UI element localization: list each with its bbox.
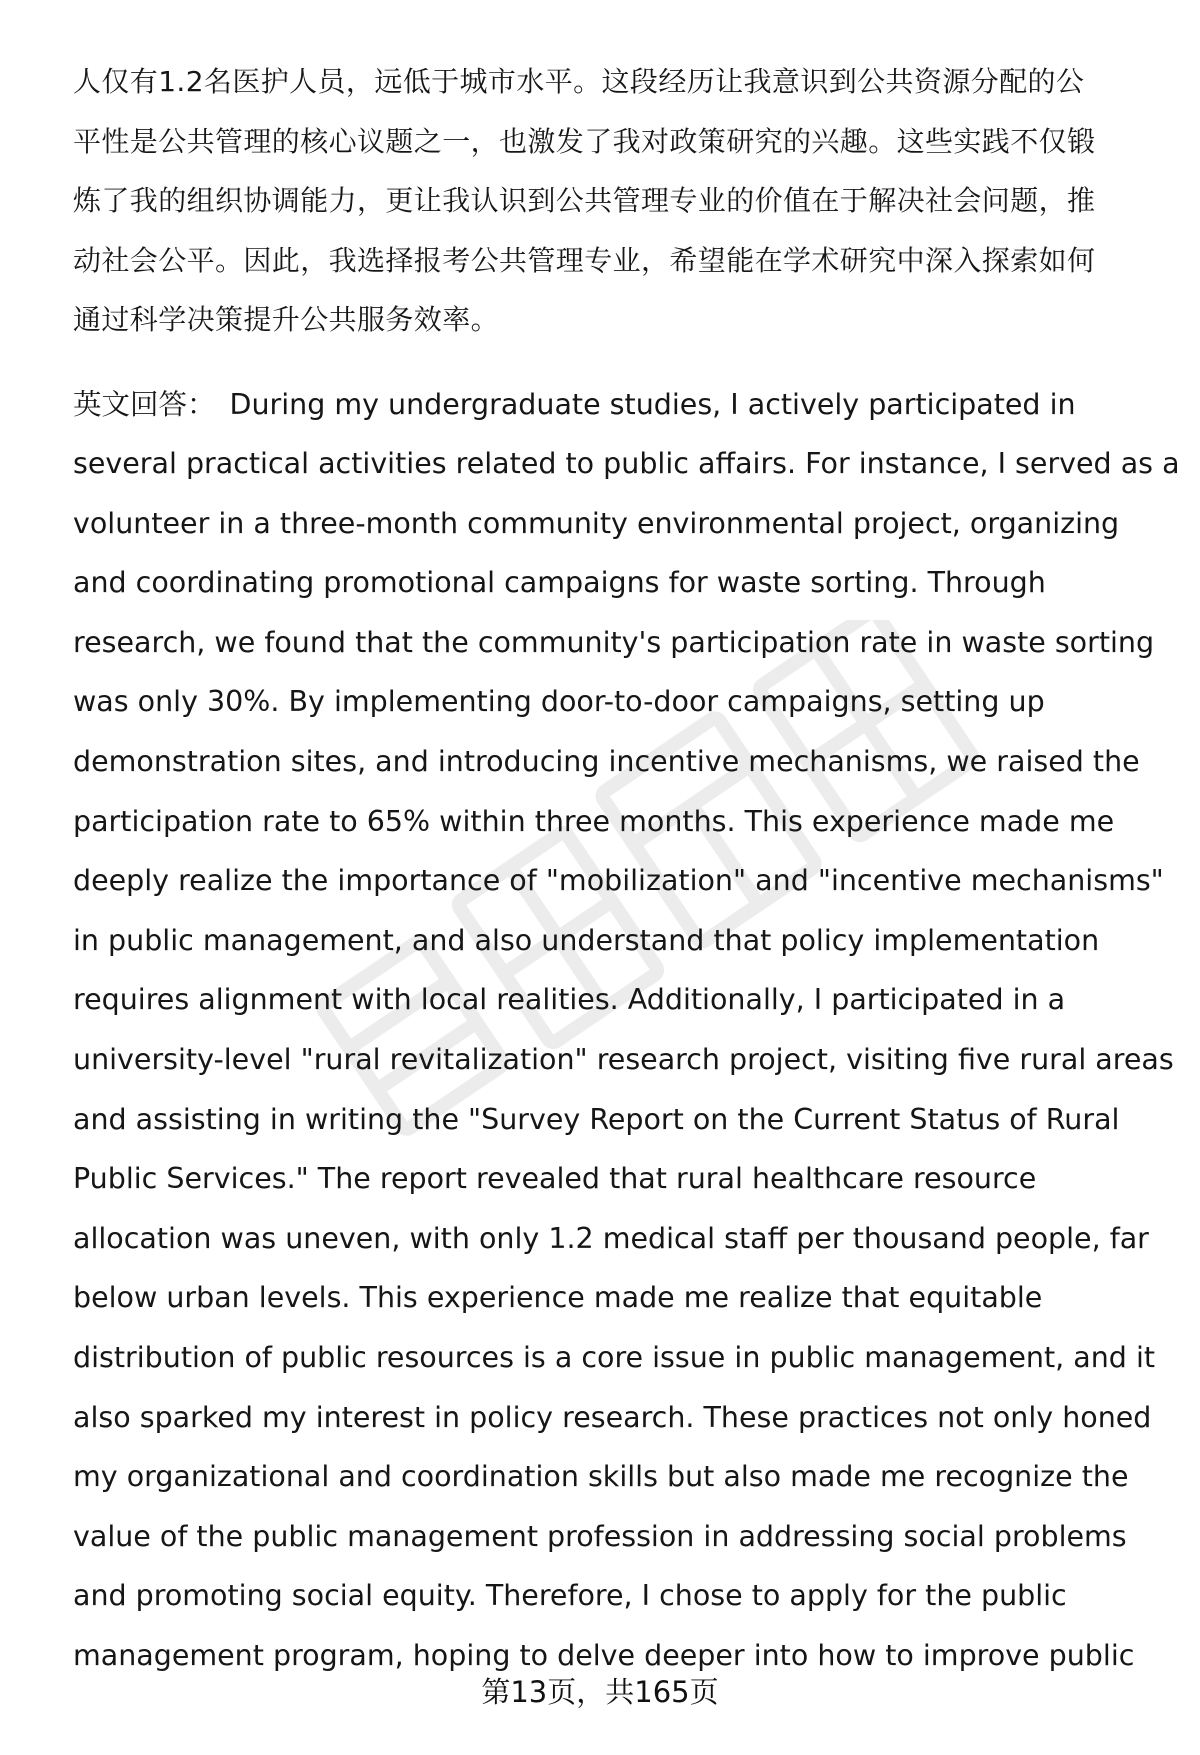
- text-line: participation rate to 65% within three months. This experience made me: [73, 804, 1115, 838]
- text-line: and promoting social equity. Therefore, I chose to apply for the public: [73, 1579, 1067, 1613]
- text-line: university-level "rural revitalization" research project, visiting five rural areas: [73, 1043, 1174, 1077]
- document-body: [73, 52, 1180, 1686]
- text-line: distribution of public resources is a core issue in public management, and it: [73, 1341, 1156, 1374]
- english-answer-label: 英文回答：: [73, 387, 216, 421]
- text-line: 炼了我的组织协调能力，更让我认识到公共管理专业的价值在于解决社会问题，推: [73, 184, 1096, 217]
- text-line-content: During my undergraduate studies, I actively participated in: [229, 387, 1076, 421]
- text-line: [73, 375, 1143, 435]
- text-line: my organizational and coordination skills but also made me recognize the: [73, 1460, 1129, 1494]
- text-line: volunteer in a three-month community environmental project, organizing: [73, 506, 1120, 540]
- text-line: Public Services." The report revealed that rural healthcare resource: [73, 1162, 1037, 1196]
- text-line: 平性是公共管理的核心议题之一，也激发了我对政策研究的兴趣。这些实践不仅锻: [73, 124, 1096, 158]
- english-answer-paragraph: [73, 375, 1180, 1686]
- text-line: 人仅有1.2名医护人员，远低于城市水平。这段经历让我意识到公共资源分配的公: [73, 65, 1085, 98]
- text-line: and coordinating promotional campaigns for waste sorting. Through: [73, 566, 1046, 600]
- page-number-footer: 第13页，共165页: [481, 1675, 719, 1709]
- chinese-answer-paragraph: [73, 52, 1143, 350]
- text-line: requires alignment with local realities. Additionally, I participated in a: [73, 983, 1066, 1017]
- text-line: management program, hoping to delve deeper into how to improve public: [73, 1638, 1135, 1672]
- text-line: and assisting in writing the "Survey Report on the Current Status of Rural: [73, 1102, 1120, 1136]
- text-line: below urban levels. This experience made me realize that equitable: [73, 1281, 1043, 1315]
- text-line: 动社会公平。因此，我选择报考公共管理专业，希望能在学术研究中深入探索如何: [73, 243, 1096, 277]
- text-line: in public management, and also understand that policy implementation: [73, 923, 1100, 957]
- text-line: also sparked my interest in policy research. These practices not only honed: [73, 1400, 1152, 1434]
- text-line: allocation was uneven, with only 1.2 medical staff per thousand people, far: [73, 1221, 1149, 1255]
- text-line: 通过科学决策提升公共服务效率。: [73, 303, 500, 336]
- text-line: demonstration sites, and introducing incentive mechanisms, we raised the: [73, 745, 1140, 779]
- text-line: was only 30%. By implementing door-to-door campaigns, setting up: [73, 685, 1045, 719]
- text-line: deeply realize the importance of "mobilization" and "incentive mechanisms": [73, 864, 1164, 898]
- text-line: research, we found that the community's participation rate in waste sorting: [73, 625, 1155, 659]
- text-line: several practical activities related to public affairs. For instance, I served as a: [73, 447, 1180, 481]
- text-line: value of the public management profession in addressing social problems: [73, 1519, 1127, 1553]
